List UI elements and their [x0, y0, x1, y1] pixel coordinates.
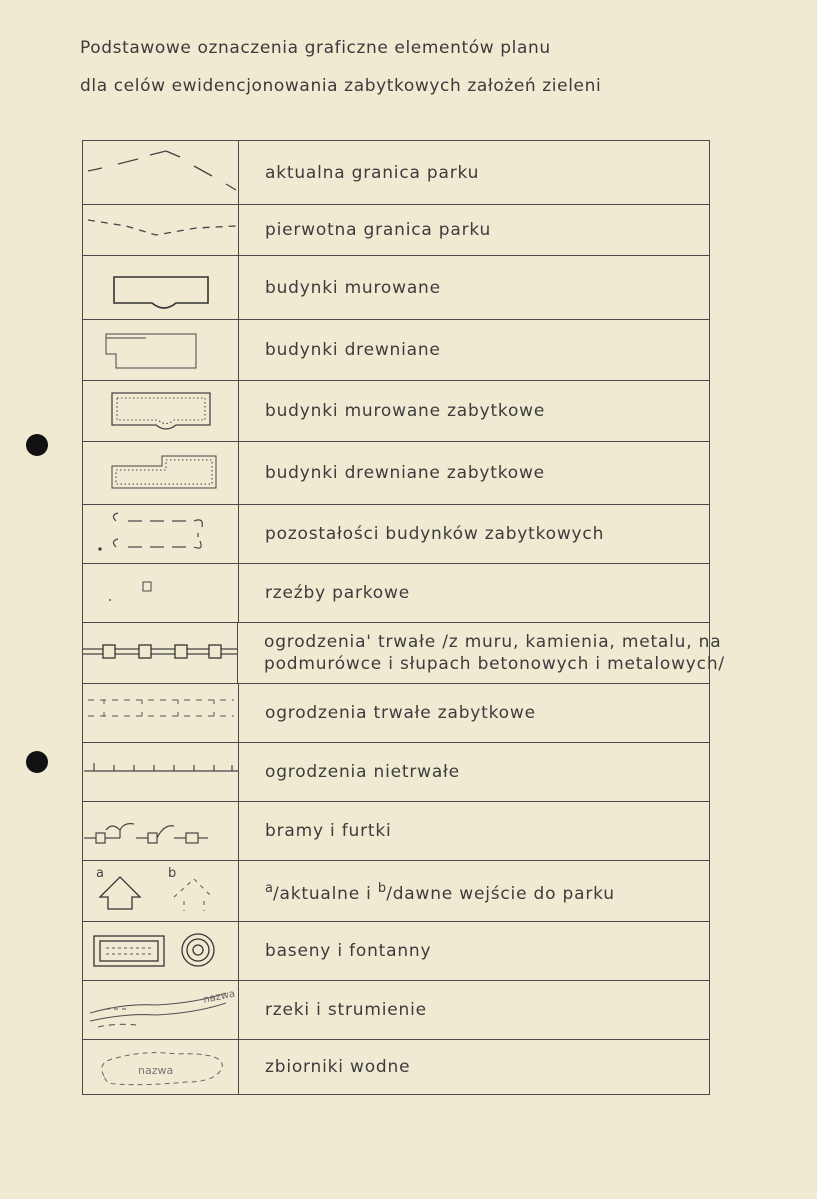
legend-label: bramy i furtki — [265, 821, 392, 841]
legend-label: rzeki i strumienie — [265, 1000, 427, 1020]
legend-row — [83, 564, 709, 623]
legend-table — [82, 140, 725, 1095]
entrance-label-a-mark: a — [265, 880, 273, 896]
legend-label: ogrodzenia trwałe zabytkowe — [265, 703, 536, 723]
legend-row — [83, 442, 709, 505]
legend-row — [83, 743, 709, 802]
legend-label: budynki drewniane — [265, 340, 441, 360]
legend-row — [83, 861, 709, 922]
water-reservoir-icon — [83, 1040, 239, 1094]
legend-row — [83, 141, 709, 205]
gates-icon — [83, 802, 239, 860]
legend-row — [83, 1040, 709, 1094]
legend-label: baseny i fontanny — [265, 941, 432, 961]
entrance-label-a-slash: / — [272, 883, 280, 904]
entrance-symbol-b: b — [167, 866, 176, 881]
temporary-fence-icon — [83, 743, 239, 801]
legend-row — [83, 623, 725, 684]
masonry-building-icon — [83, 256, 239, 319]
legend-label: zbiorniki wodne — [265, 1057, 411, 1077]
legend-label: budynki murowane zabytkowe — [265, 401, 546, 421]
reservoir-name-placeholder: nazwa — [137, 1064, 173, 1077]
legend-label: pozostałości budynków zabytkowych — [265, 524, 605, 544]
wooden-building-icon — [83, 320, 239, 380]
legend-label: budynki drewniane zabytkowe — [265, 463, 545, 483]
historic-wooden-building-icon — [83, 442, 239, 504]
legend-row — [83, 381, 709, 442]
legend-row — [83, 922, 709, 981]
original-park-boundary-icon — [83, 205, 239, 255]
legend-label: ogrodzenia nietrwałe — [265, 762, 460, 782]
legend-label: aktualna granica parku — [265, 162, 480, 183]
current-park-boundary-icon — [83, 141, 239, 204]
punch-hole — [26, 434, 48, 456]
permanent-fence-icon — [83, 623, 238, 683]
historic-building-remains-icon — [83, 505, 239, 563]
park-entrance-icon — [83, 861, 239, 921]
entrance-label-b-slash: / — [386, 883, 393, 904]
legend-label — [239, 861, 709, 921]
legend-label-line-2: podmurówce i słupach betonowych i metalowych/ — [264, 654, 725, 674]
legend-label: budynki murowane — [265, 277, 441, 298]
legend-label: rzeźby parkowe — [265, 583, 410, 603]
river-name-placeholder: nazwa — [201, 988, 236, 1006]
park-sculpture-icon — [83, 564, 239, 622]
pool-fountain-icon — [83, 922, 239, 980]
entrance-symbol-a: a — [95, 866, 104, 881]
document-title-line-2: dla celów ewidencjonowania zabytkowych założeń zieleni — [80, 76, 602, 96]
entrance-label-b-text: dawne wejście do parku — [392, 883, 615, 904]
legend-row — [83, 256, 709, 320]
legend-row — [83, 505, 709, 564]
historic-permanent-fence-icon — [83, 684, 239, 742]
legend-label — [238, 623, 725, 683]
punch-hole — [26, 751, 48, 773]
entrance-label-b-mark: b — [377, 880, 387, 896]
legend-row — [83, 684, 709, 743]
historic-masonry-building-icon — [83, 381, 239, 441]
legend-label-line-1: ogrodzenia' trwałe /z muru, kamienia, metalu, na — [264, 632, 722, 652]
legend-row — [83, 981, 709, 1040]
legend-row — [83, 205, 709, 256]
river-stream-icon — [83, 981, 239, 1039]
legend-label: pierwotna granica parku — [265, 220, 492, 240]
document-title-line-1: Podstawowe oznaczenia graficzne elementów planu — [80, 38, 551, 58]
legend-row — [83, 802, 709, 861]
entrance-label-a-text: aktualne i — [279, 883, 372, 904]
legend-row — [83, 320, 709, 381]
